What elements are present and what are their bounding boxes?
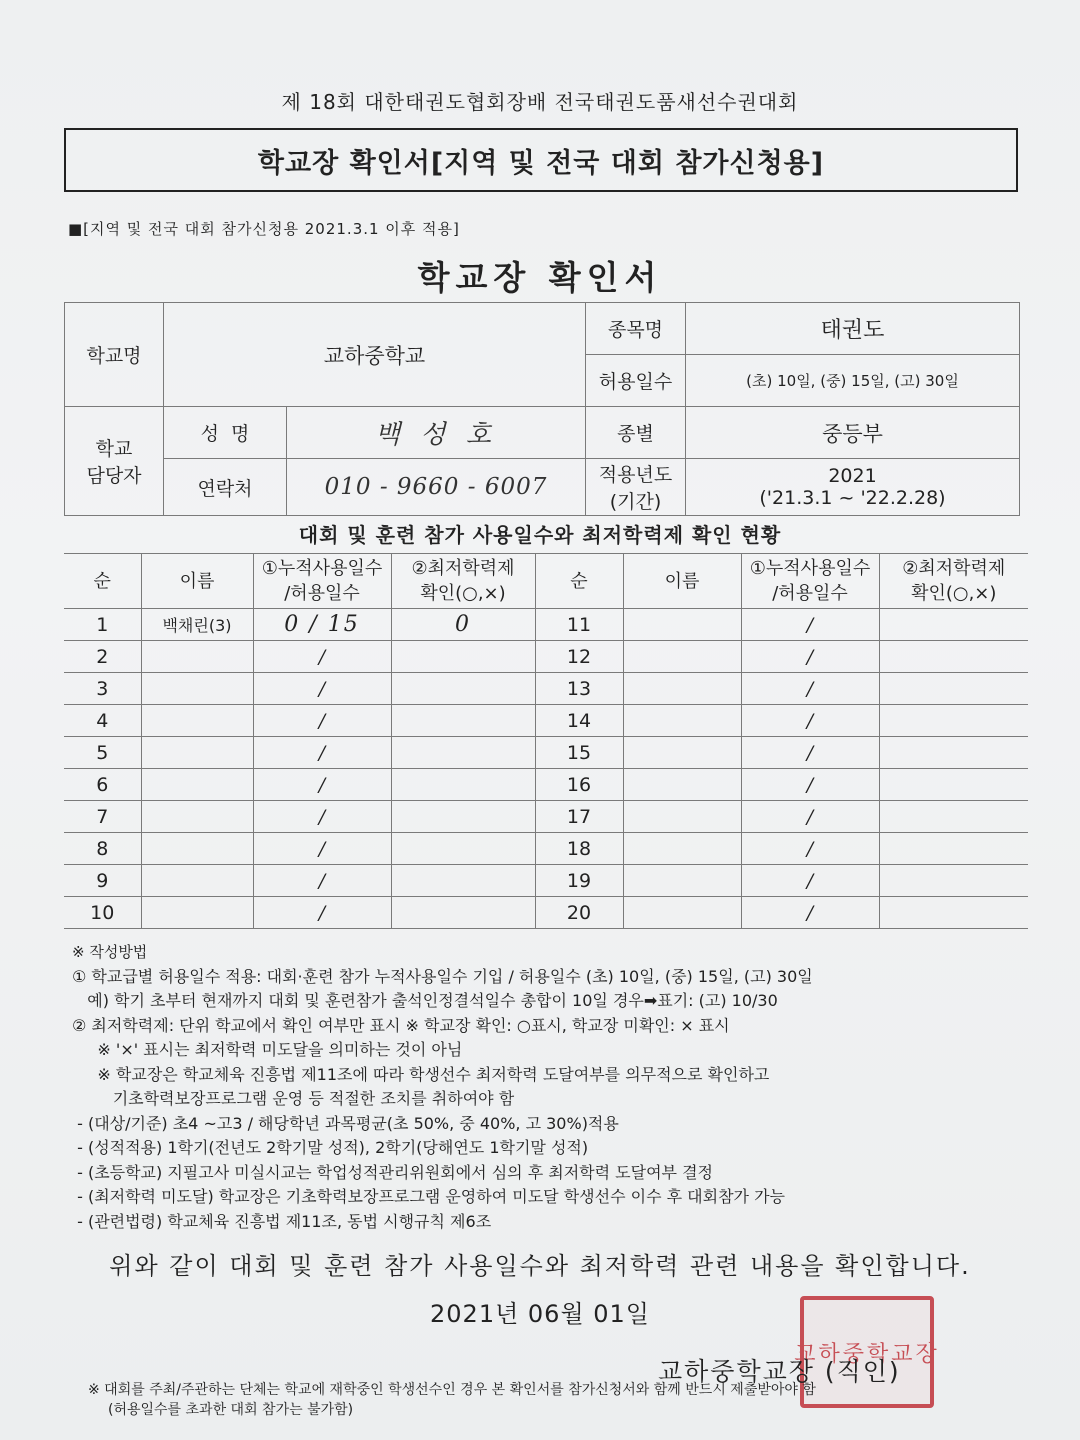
table-row [64,609,1028,641]
header-min-2-line2: 확인(○,×) [911,583,997,604]
row-no: 3 [64,673,141,705]
row-name [141,641,253,673]
row-name [141,705,253,737]
year-value-line2: ('21.3.1 ~ '22.2.28) [759,487,946,509]
row-name [141,801,253,833]
writing-instructions [72,940,1032,1234]
year-label [586,459,686,516]
row-no: 5 [64,737,141,769]
note-line: - (관련법령) 학교체육 진흥법 제11조, 동법 시행규칙 제6조 [72,1211,492,1231]
row-min [391,705,535,737]
footnote [88,1380,816,1420]
name-value: 백 성 호 [287,407,586,459]
row-days-2: / [741,737,879,769]
header-min-2 [879,554,1028,609]
row-name [141,769,253,801]
header-days-2 [741,554,879,609]
row-days: / [253,737,391,769]
row-name-2 [623,833,741,865]
row-min-2 [879,865,1028,897]
row-name-2 [623,801,741,833]
row-days-2: / [741,609,879,641]
row-no-2: 11 [535,609,623,641]
note-line: ※ 학교장은 학교체육 진흥법 제11조에 따라 학생선수 최저학력 도달여부를 의무적으로 확인하고 [72,1064,770,1084]
row-no: 10 [64,897,141,929]
note-line: ※ '×' 표시는 최저학력 미도달을 의미하는 것이 아님 [72,1040,463,1059]
row-min-2 [879,801,1028,833]
row-min [391,641,535,673]
box-title [64,128,1018,192]
note-line: ② 최저학력제: 단위 학교에서 확인 여부만 표시 ※ 학교장 확인: ○표시, 학교장 미확인: × 표시 [72,1015,730,1035]
table-row [64,641,1028,673]
school-label: 학교명 [65,303,164,407]
note-line: ① 학교급별 허용일수 적용: 대회·훈련 참가 누적사용일수 기입 / 허용일수 (초) 10일, (중) 15일, (고) 30일 [72,966,813,986]
row-days-2: / [741,769,879,801]
table-row [64,769,1028,801]
row-no-2: 20 [535,897,623,929]
row-min: 0 [391,609,535,641]
row-no-2: 15 [535,737,623,769]
roster-table [64,553,1028,929]
row-min [391,833,535,865]
header-min-line1: ②최저학력제 [411,558,515,579]
row-days-2: / [741,641,879,673]
category-label: 종별 [586,407,686,459]
row-no: 4 [64,705,141,737]
row-name [141,737,253,769]
row-name-2 [623,865,741,897]
row-no: 6 [64,769,141,801]
row-no-2: 16 [535,769,623,801]
note-line: - (초등학교) 지필고사 미실시교는 학업성적관리위원회에서 심의 후 최저학력 도달여부 결정 [72,1162,713,1182]
row-min-2 [879,673,1028,705]
category-value: 중등부 [686,407,1020,459]
row-days: / [253,769,391,801]
note-line: - (성적적용) 1학기(전년도 2학기말 성적), 2학기(당해연도 1학기말 성적) [72,1138,589,1157]
row-no-2: 14 [535,705,623,737]
row-days-2: / [741,897,879,929]
days-label: 허용일수 [586,355,686,407]
manager-label [65,407,164,516]
row-name-2 [623,897,741,929]
days-value: (초) 10일, (중) 15일, (고) 30일 [686,355,1020,407]
row-name: 백채린(3) [141,609,253,641]
year-label-line1: 적용년도 [598,464,673,486]
row-no-2: 13 [535,673,623,705]
note-line: - (대상/기준) 초4 ~고3 / 해당학년 과목평균(초 50%, 중 40%, 고 30%)적용 [72,1113,619,1133]
manager-label-line1: 학교 [95,438,133,460]
header-no: 순 [64,554,141,609]
year-value [686,459,1020,516]
row-no-2: 19 [535,865,623,897]
row-days: / [253,897,391,929]
row-no: 9 [64,865,141,897]
row-days-2: / [741,801,879,833]
row-days: / [253,641,391,673]
applied-note: ■[지역 및 전국 대회 참가신청용 2021.3.1 이후 적용] [68,220,460,238]
row-name [141,833,253,865]
row-min [391,769,535,801]
table-row [64,865,1028,897]
note-line: 기초학력보장프로그램 운영 등 적절한 조치를 취하여야 함 [72,1089,515,1108]
event-title: 제 18회 대한태권도협회장배 전국태권도품새선수권대회 [281,90,799,114]
row-no-2: 12 [535,641,623,673]
row-days: / [253,673,391,705]
confirmation-statement: 위와 같이 대회 및 훈련 참가 사용일수와 최저학력 관련 내용을 확인합니다. [109,1252,971,1280]
row-days-2: / [741,673,879,705]
table-row [64,833,1028,865]
row-min [391,673,535,705]
row-name [141,865,253,897]
note-line: 예) 학기 초부터 현재까지 대회 및 훈련참가 출석인정결석일수 총합이 10일 경우➡표기: (고) 10/30 [72,991,778,1010]
row-min-2 [879,641,1028,673]
row-name [141,897,253,929]
header-name-2: 이름 [623,554,741,609]
info-table [64,302,1020,516]
table-row [64,801,1028,833]
notes-heading: ※ 작성방법 [72,943,148,961]
row-name-2 [623,705,741,737]
issue-date: 2021년 06월 01일 [430,1300,650,1328]
table-row [64,737,1028,769]
manager-label-line2: 담당자 [86,465,142,487]
box-title-text: 학교장 확인서[지역 및 전국 대회 참가신청용] [257,147,825,179]
contact-value: 010 - 9660 - 6007 [287,459,586,516]
header-min-2-line1: ②최저학력제 [902,558,1006,579]
header-days-2-line1: ①누적사용일수 [749,558,871,579]
contact-label: 연락처 [164,459,287,516]
row-min-2 [879,833,1028,865]
year-label-line2: (기간) [609,491,662,513]
table-row [64,673,1028,705]
sport-value: 태권도 [686,303,1020,355]
row-min-2 [879,737,1028,769]
row-min-2 [879,897,1028,929]
header-name: 이름 [141,554,253,609]
row-days: / [253,705,391,737]
row-name [141,673,253,705]
row-days: / [253,833,391,865]
header-min [391,554,535,609]
row-days-2: / [741,865,879,897]
row-no-2: 17 [535,801,623,833]
row-min [391,865,535,897]
row-no: 7 [64,801,141,833]
table-row [64,897,1028,929]
footnote-line2: (허용일수를 초과한 대회 참가는 불가함) [108,1402,354,1418]
row-no: 2 [64,641,141,673]
header-days-line1: ①누적사용일수 [261,558,383,579]
row-min-2 [879,769,1028,801]
footnote-line1: ※ 대회를 주최/주관하는 단체는 학교에 재학중인 학생선수인 경우 본 확인서를 참가신청서와 함께 반드시 제출받아야 함 [88,1382,816,1398]
status-title: 대회 및 훈련 참가 사용일수와 최저학력제 확인 현황 [298,523,782,547]
row-days-2: / [741,833,879,865]
note-line: - (최저학력 미도달) 학교장은 기초학력보장프로그램 운영하여 미도달 학생선수 이수 후 대회참가 가능 [72,1187,785,1206]
year-value-line1: 2021 [828,465,877,487]
header-days-line2: /허용일수 [284,583,360,604]
main-title: 학교장 확인서 [417,258,663,297]
table-row [64,705,1028,737]
row-days: 0 / 15 [253,609,391,641]
row-days: / [253,801,391,833]
row-name-2 [623,609,741,641]
row-min-2 [879,609,1028,641]
row-name-2 [623,737,741,769]
row-min [391,801,535,833]
principal-signature: 교하중학교장 (직인) [658,1357,901,1386]
school-value: 교하중학교 [164,303,586,407]
header-no-2: 순 [535,554,623,609]
seal-text: 교하중학교장 [794,1341,940,1367]
row-name-2 [623,769,741,801]
row-no: 8 [64,833,141,865]
row-name-2 [623,673,741,705]
row-name-2 [623,641,741,673]
row-days: / [253,865,391,897]
row-days-2: / [741,705,879,737]
row-min [391,897,535,929]
header-min-line2: 확인(○,×) [420,583,506,604]
sport-label: 종목명 [586,303,686,355]
row-no-2: 18 [535,833,623,865]
row-no: 1 [64,609,141,641]
header-days [253,554,391,609]
header-days-2-line2: /허용일수 [772,583,848,604]
row-min [391,737,535,769]
name-label: 성 명 [164,407,287,459]
row-min-2 [879,705,1028,737]
